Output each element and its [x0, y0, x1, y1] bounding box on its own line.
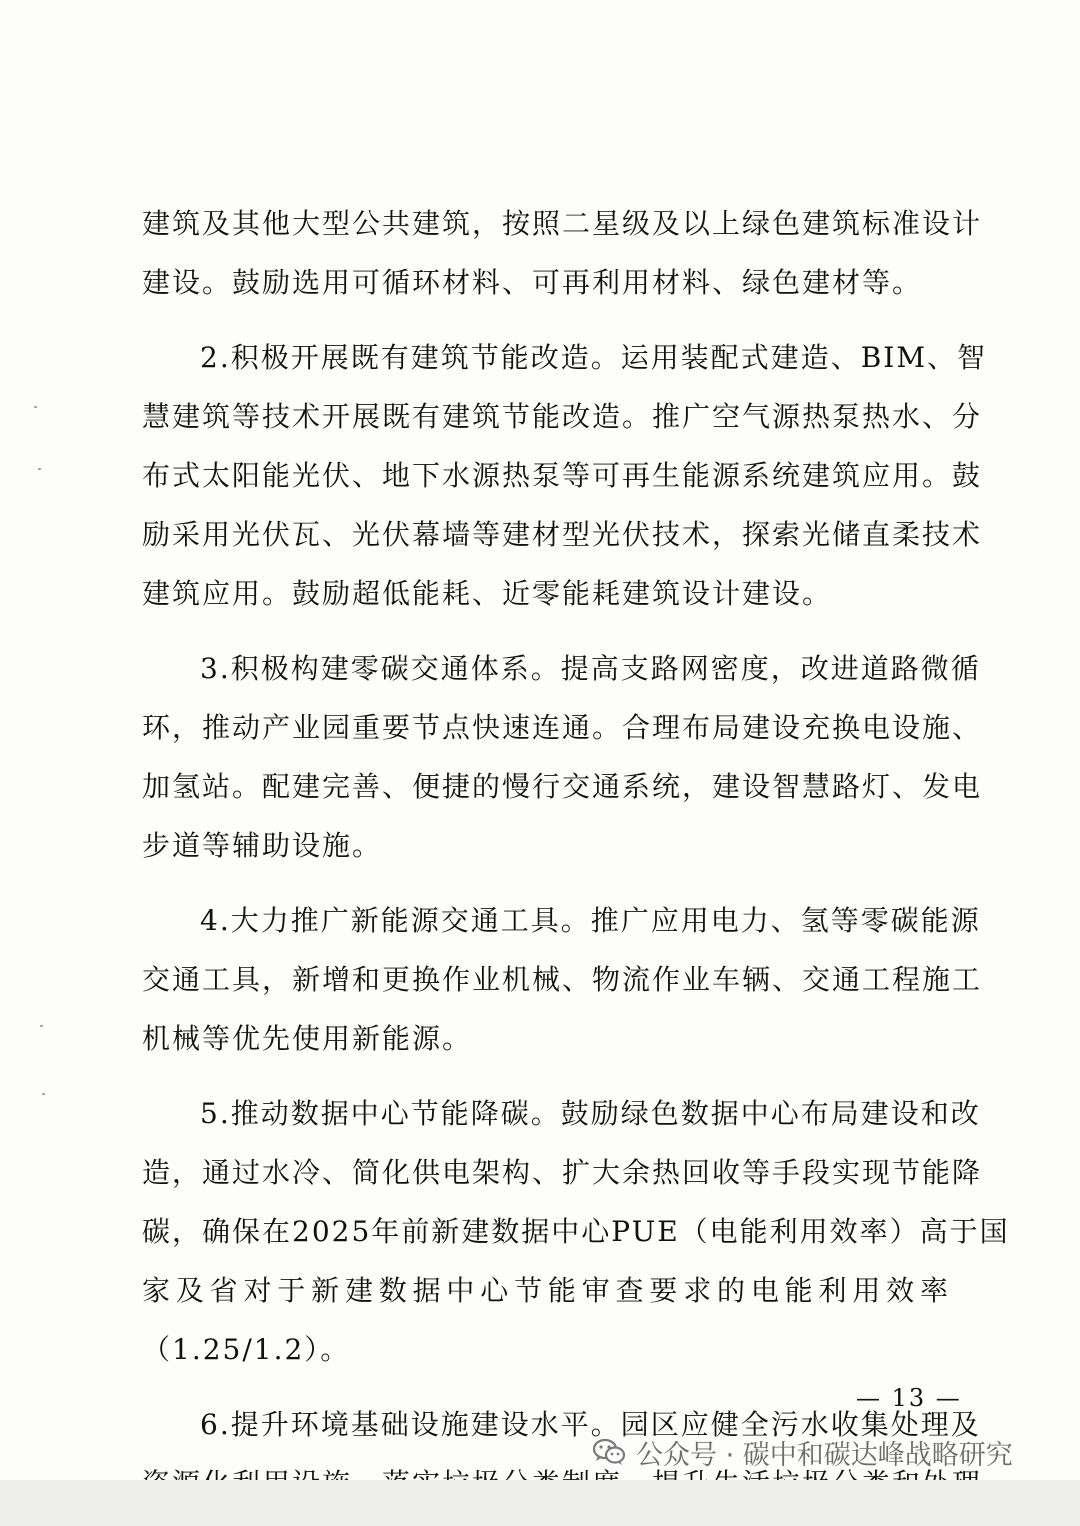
scan-speck [38, 468, 41, 470]
item-5-heading-line: 5.推动数据中心节能降碳。鼓励绿色数据中心布局建设和改 [200, 1097, 981, 1130]
watermark [592, 1432, 1013, 1472]
text-line: 建筑应用。鼓励超低能耗、近零能耗建筑设计建设。 [142, 577, 833, 610]
text-line: 步道等辅助设施。 [142, 829, 383, 862]
wechat-icon [592, 1438, 626, 1466]
text-line: 造，通过水冷、简化供电架构、扩大余热回收等手段实现节能降 [142, 1156, 983, 1189]
text-line: 加氢站。配建完善、便捷的慢行交通系统，建设智慧路灯、发电 [142, 770, 983, 803]
item-4-heading-line: 4.大力推广新能源交通工具。推广应用电力、氢等零碳能源 [200, 904, 981, 937]
text-line: 布式太阳能光伏、地下水源热泵等可再生能源系统建筑应用。鼓 [142, 459, 983, 492]
text-line: 建筑及其他大型公共建筑，按照二星级及以上绿色建筑标准设计 [142, 207, 983, 240]
item-6-heading-line: 6.提升环境基础设施建设水平。园区应健全污水收集处理及 [200, 1408, 981, 1441]
footer-strip [0, 1480, 1080, 1526]
page-number: — 13 — [856, 1384, 962, 1412]
text-line: 家及省对于新建数据中心节能审查要求的电能利用效率 [142, 1274, 950, 1307]
text-line: 慧建筑等技术开展既有建筑节能改造。推广空气源热泵热水、分 [142, 400, 983, 433]
text-line: 环，推动产业园重要节点快速连通。合理布局建设充换电设施、 [142, 711, 983, 744]
text-line: 碳，确保在2025年前新建数据中心PUE（电能利用效率）高于国 [142, 1215, 1010, 1248]
text-line: 机械等优先使用新能源。 [142, 1022, 473, 1055]
watermark-text: 公众号 · 碳中和碳达峰战略研究 [636, 1439, 1013, 1471]
item-2-heading-line: 2.积极开展既有建筑节能改造。运用装配式建造、BIM、智 [200, 341, 988, 374]
text-line: 交通工具，新增和更换作业机械、物流作业车辆、交通工程施工 [142, 963, 983, 996]
text-line: 励采用光伏瓦、光伏幕墙等建材型光伏技术，探索光储直柔技术 [142, 518, 983, 551]
scan-speck [42, 1093, 45, 1095]
item-3-heading-line: 3.积极构建零碳交通体系。提高支路网密度，改进道路微循 [200, 652, 981, 685]
text-line: 建设。鼓励选用可循环材料、可再利用材料、绿色建材等。 [142, 266, 923, 299]
body-text [142, 200, 1010, 1519]
scan-speck [34, 406, 37, 408]
text-line: （1.25/1.2）。 [142, 1333, 351, 1366]
scan-speck [40, 1025, 43, 1027]
